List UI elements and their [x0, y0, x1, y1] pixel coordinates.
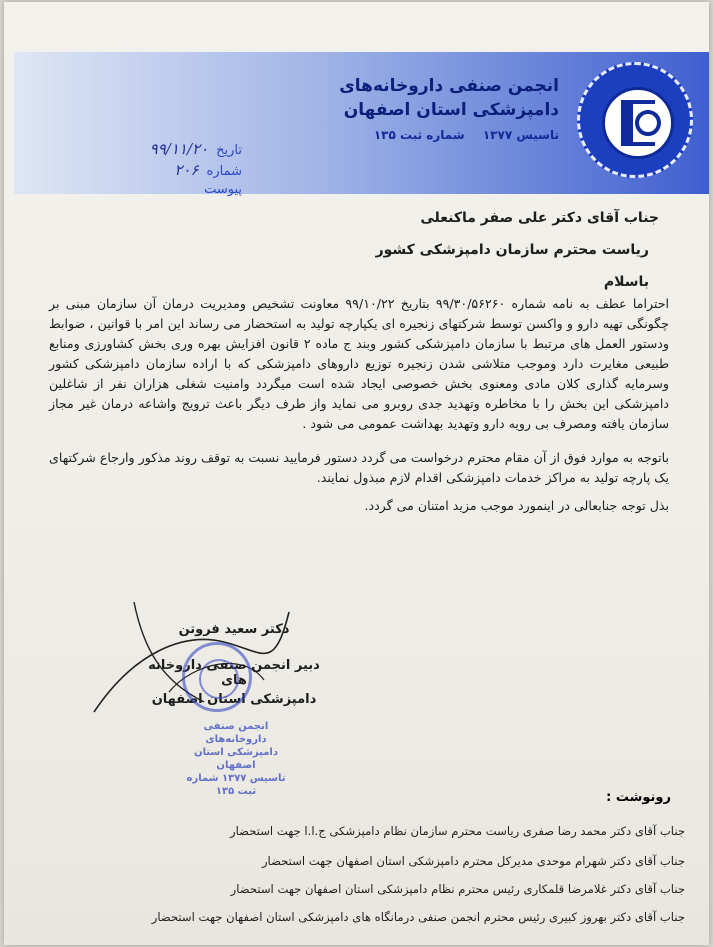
cc-title: رونوشت : — [606, 790, 671, 805]
org-established: تاسیس ۱۳۷۷ — [482, 128, 559, 142]
stamp-line1: انجمن صنفی داروخانه‌های — [203, 721, 269, 745]
greeting: باسلام — [603, 274, 649, 290]
signatory-title-line2: دامپزشکی استان اصفهان — [151, 692, 317, 707]
letter-sheet — [4, 2, 709, 945]
recipient-title: ریاست محترم سازمان دامپزشکی کشور — [375, 242, 649, 258]
stamp-line3: تاسیس ۱۳۷۷ شماره ثبت ۱۳۵ — [186, 773, 286, 797]
org-reg-number: شماره ثبت ۱۳۵ — [373, 128, 465, 142]
signatory-name: دکتر سعید فروتن — [178, 622, 290, 637]
letter-meta — [92, 140, 242, 203]
stamp-text — [176, 720, 296, 798]
attachment-row — [92, 182, 242, 203]
letter-body — [49, 294, 669, 516]
date-value: ۹۹/۱۱/۲۰ — [149, 140, 209, 158]
stamp-line2: دامپزشکی استان اصفهان — [194, 747, 278, 771]
org-name-line2: دامپزشکی استان اصفهان — [343, 100, 559, 120]
body-paragraph-1: احتراما عطف به نامه شماره ۹۹/۳۰/۵۶۲۶۰ بتاریخ ۹۹/۱۰/۲۲ معاونت تشخیص ومدیریت درمان آن سازمان مبنی بر چگونگی تهیه دارو و واکسن توسط شرکتهای زنجیره ای یکپارچه تولید به استحضار می رساند این امر با قوانین ، ضوابط ودستور العمل های مرتبط با سازمان دامپزشکی کشور وبند ج ماده ۲ قانون افزایش بهره وری بخش کشاورزی ومنابع طبیعی مغایرت دارد وموجب متلاشی شدن زنجیره توزیع داروهای دامپزشکی که با اراده سازمان دامپزشکی کشور وسرمایه گذاری کلان مادی ومعنوی بخش خصوصی ایجاد شده است میگردد وامنیت شغلی هزاران نفر از شاغلین دامپزشکی این بخش را با مخاطره وتهدید جدی روبرو می نماید واز طرف دیگر باعث ترویج واشاعه درمان غیر مجاز سازمان یافته ومصرف بی رویه دارو وتهدید بهداشت عمومی می شود . — [49, 296, 670, 431]
date-label: تاریخ — [216, 143, 242, 158]
cc-item-4: جناب آقای دکتر بهروز کبیری رئیس محترم انجمن صنفی درمانگاه های دامپزشکی استان اصفهان جهت استحضار — [151, 910, 685, 924]
body-paragraph-2: باتوجه به موارد فوق از آن مقام محترم درخواست می گردد دستور فرمایید نسبت به توقف روند مذکور وارجاع شرکتهای یک پارچه تولید به مراکز خدمات دامپزشکی اقدام لازم مبذول نمایند. — [49, 450, 669, 485]
number-row — [92, 161, 242, 182]
number-label: شماره — [206, 164, 242, 179]
cc-item-1: جناب آقای دکتر محمد رضا صفری ریاست محترم سازمان نظام دامپزشکی ج.ا.ا جهت استحضار — [230, 824, 685, 838]
date-row — [92, 140, 242, 161]
org-name-line1: انجمن صنفی داروخانه‌های — [339, 76, 559, 96]
logo-emblem — [602, 87, 674, 159]
cc-item-2: جناب آقای دکتر شهرام موحدی مدیرکل محترم دامپزشکی استان اصفهان جهت استحضار — [261, 854, 685, 868]
cc-item-3: جناب آقای دکتر غلامرضا قلمکاری رئیس محترم نظام دامپزشکی استان اصفهان جهت استحضار — [230, 882, 685, 896]
organization-name — [299, 74, 559, 142]
official-stamp-icon — [182, 642, 252, 712]
signatory-title-line1: دبیر انجمن صنفی داروخانه های — [148, 658, 320, 688]
body-paragraph-3: بذل توجه جنابعالی در اینمورد موجب مزید امتنان می گردد. — [364, 498, 669, 513]
letterhead-banner — [14, 52, 709, 197]
recipient-name: جناب آقای دکتر علی صفر ماکنعلی — [420, 210, 659, 226]
org-registration — [299, 128, 559, 142]
attachment-label: پیوست — [204, 182, 242, 197]
association-logo-icon — [577, 62, 693, 178]
number-value: ۲۰۶ — [174, 161, 199, 179]
